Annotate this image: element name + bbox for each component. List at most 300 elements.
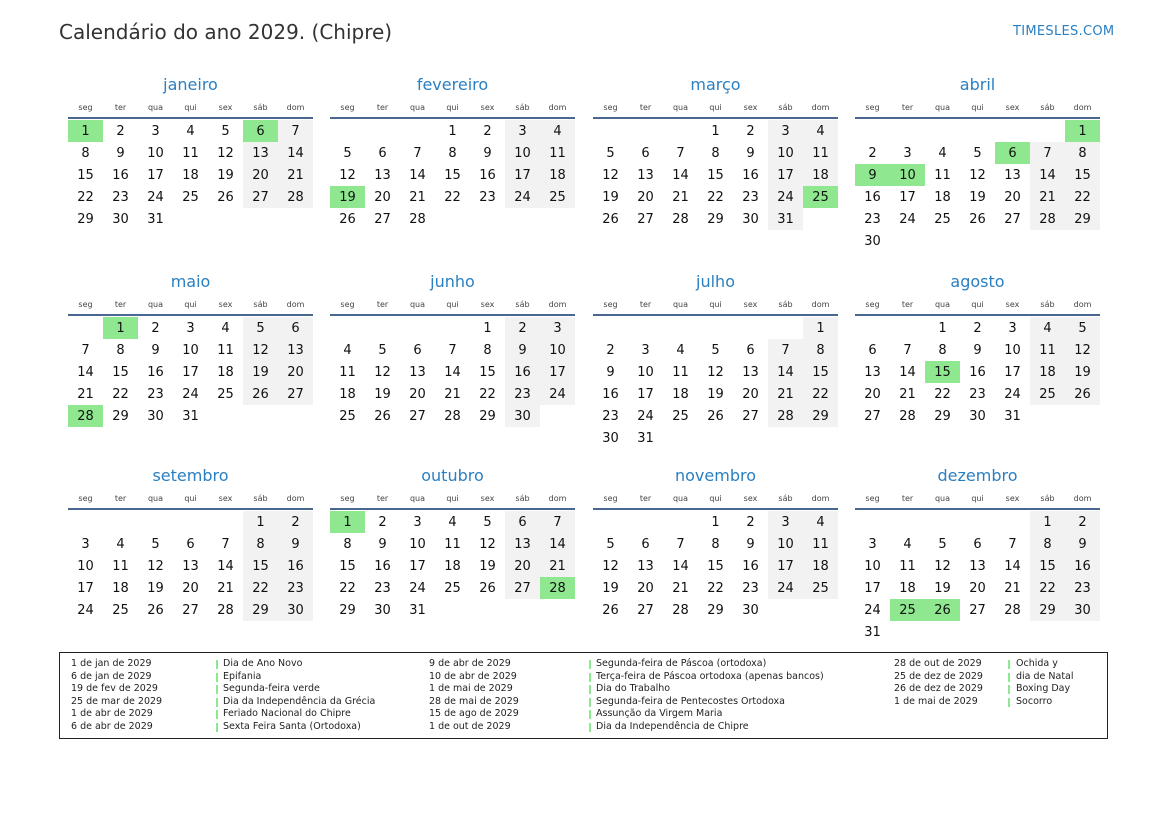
weekday-label: sáb	[1040, 494, 1055, 503]
day-cell: 1	[483, 320, 492, 336]
day-cell: 12	[1065, 339, 1100, 361]
holiday-name: Dia de Ano Novo	[223, 658, 303, 669]
day-cell: 25	[444, 580, 461, 596]
weekday-label: seg	[340, 494, 355, 503]
day-cell: 21	[77, 386, 94, 402]
day-grid	[68, 317, 313, 427]
day-cell: 4	[903, 536, 912, 552]
month-name: setembro	[152, 466, 229, 485]
day-cell: 13	[637, 167, 654, 183]
day-cell: 12	[147, 558, 164, 574]
day-cell: 22	[112, 386, 129, 402]
day-cell: 16	[374, 558, 391, 574]
month-março	[593, 72, 838, 230]
day-cell: 20	[243, 164, 278, 186]
month-julho	[593, 269, 838, 449]
day-cell: 4	[1030, 317, 1065, 339]
day-cell: 7	[1008, 536, 1017, 552]
holiday-date: 26 de dez de 2029	[894, 683, 983, 695]
day-cell: 26	[969, 211, 986, 227]
day-cell: 13	[278, 339, 313, 361]
day-cell: 26	[217, 189, 234, 205]
day-cell: 27	[637, 211, 654, 227]
day-cell: 23	[1065, 577, 1100, 599]
day-cell: 31	[1004, 408, 1021, 424]
weekday-label: dom	[811, 494, 830, 503]
day-cell: 6	[868, 342, 877, 358]
day-cell: 25	[339, 408, 356, 424]
day-cell: 10	[147, 145, 164, 161]
day-cell: 17	[540, 361, 575, 383]
weekday-label: qui	[971, 103, 984, 112]
weekday-header	[593, 98, 838, 119]
weekday-header	[330, 98, 575, 119]
day-cell: 11	[540, 142, 575, 164]
day-cell: 15	[77, 167, 94, 183]
day-cell: 9	[746, 536, 755, 552]
day-cell: 14	[768, 361, 803, 383]
day-cell: 2	[746, 123, 755, 139]
day-cell: 24	[77, 602, 94, 618]
day-cell: 6	[413, 342, 422, 358]
day-cell: 15	[1030, 555, 1065, 577]
day-cell: 14	[77, 364, 94, 380]
weekday-label: seg	[78, 103, 93, 112]
month-outubro	[330, 463, 575, 621]
day-cell: 26	[479, 580, 496, 596]
day-cell: 20	[637, 189, 654, 205]
day-cell: 14	[278, 142, 313, 164]
day-cell: 27	[742, 408, 759, 424]
day-cell: 3	[768, 511, 803, 533]
day-cell: 15	[707, 167, 724, 183]
month-setembro	[68, 463, 313, 621]
weekday-label: ter	[376, 103, 389, 112]
day-cell: 27	[374, 211, 391, 227]
day-cell: 20	[505, 555, 540, 577]
day-cell: 10	[768, 533, 803, 555]
holiday-marker	[589, 710, 591, 719]
day-cell: 16	[147, 364, 164, 380]
day-cell: 6	[641, 145, 650, 161]
empty-cell	[890, 511, 925, 533]
day-cell: 21	[1004, 580, 1021, 596]
day-cell: 24	[182, 386, 199, 402]
weekday-label: sex	[480, 103, 495, 112]
weekday-label: sex	[743, 494, 758, 503]
weekday-header	[68, 98, 313, 119]
day-cell: 8	[803, 339, 838, 361]
holiday-day-cell: 6	[243, 120, 278, 142]
holiday-date: 1 de mai de 2029	[429, 683, 513, 695]
holiday-date: 25 de mar de 2029	[71, 695, 163, 707]
empty-cell	[68, 511, 103, 533]
day-cell: 28	[899, 408, 916, 424]
day-cell: 19	[147, 580, 164, 596]
day-cell: 19	[934, 580, 951, 596]
day-cell: 9	[973, 342, 982, 358]
day-cell: 4	[116, 536, 125, 552]
weekday-label: seg	[78, 300, 93, 309]
empty-cell	[593, 317, 628, 339]
month-dezembro	[855, 463, 1100, 643]
weekday-label: dom	[1073, 103, 1092, 112]
day-cell: 15	[339, 558, 356, 574]
day-cell: 22	[243, 577, 278, 599]
weekday-label: seg	[865, 494, 880, 503]
day-cell: 11	[217, 342, 234, 358]
day-grid	[593, 317, 838, 449]
weekday-label: sex	[218, 300, 233, 309]
day-cell: 25	[540, 186, 575, 208]
weekday-label: seg	[603, 300, 618, 309]
day-cell: 15	[803, 361, 838, 383]
day-cell: 20	[969, 580, 986, 596]
empty-cell	[995, 120, 1030, 142]
day-cell: 18	[540, 164, 575, 186]
month-name: outubro	[421, 466, 484, 485]
day-cell: 30	[147, 408, 164, 424]
day-cell: 24	[409, 580, 426, 596]
day-cell: 29	[803, 405, 838, 427]
weekday-label: sex	[1005, 300, 1020, 309]
holiday-date: 1 de out de 2029	[429, 720, 511, 732]
day-cell: 16	[479, 167, 496, 183]
day-cell: 30	[112, 211, 129, 227]
day-cell: 2	[606, 342, 615, 358]
weekday-label: ter	[901, 103, 914, 112]
holiday-name: Dia da Independência da Grécia	[223, 695, 376, 707]
empty-cell	[855, 511, 890, 533]
weekday-label: sáb	[778, 300, 793, 309]
weekday-label: qua	[934, 300, 951, 309]
day-cell: 29	[339, 602, 356, 618]
weekday-header	[330, 489, 575, 510]
page-title: Calendário do ano 2029. (Chipre)	[59, 20, 393, 44]
day-cell: 27	[505, 577, 540, 599]
empty-cell	[628, 120, 663, 142]
day-cell: 26	[602, 602, 619, 618]
empty-cell	[628, 511, 663, 533]
day-cell: 24	[899, 211, 916, 227]
month-janeiro	[68, 72, 313, 230]
day-cell: 28	[1030, 208, 1065, 230]
day-cell: 3	[768, 120, 803, 142]
weekday-label: qua	[147, 300, 164, 309]
day-cell: 12	[602, 167, 619, 183]
month-name: junho	[430, 272, 475, 291]
month-agosto	[855, 269, 1100, 427]
day-cell: 11	[339, 364, 356, 380]
day-cell: 20	[742, 386, 759, 402]
day-cell: 24	[1004, 386, 1021, 402]
weekday-label: qui	[184, 103, 197, 112]
holiday-date: 1 de mai de 2029	[894, 695, 978, 707]
day-cell: 1	[243, 511, 278, 533]
day-cell: 29	[1065, 208, 1100, 230]
day-cell: 12	[969, 167, 986, 183]
day-grid	[68, 120, 313, 230]
day-cell: 2	[151, 320, 160, 336]
day-cell: 8	[711, 145, 720, 161]
weekday-label: ter	[114, 300, 127, 309]
day-cell: 18	[672, 386, 689, 402]
day-cell: 27	[1004, 211, 1021, 227]
weekday-label: sex	[480, 494, 495, 503]
holiday-day-cell: 15	[925, 361, 960, 383]
day-cell: 1	[803, 317, 838, 339]
empty-cell	[365, 120, 400, 142]
day-cell: 12	[479, 536, 496, 552]
day-grid	[330, 317, 575, 427]
day-cell: 30	[969, 408, 986, 424]
weekday-label: qui	[971, 494, 984, 503]
day-cell: 9	[116, 145, 125, 161]
weekday-header	[855, 98, 1100, 119]
day-cell: 6	[186, 536, 195, 552]
day-cell: 20	[864, 386, 881, 402]
day-cell: 27	[278, 383, 313, 405]
day-cell: 3	[903, 145, 912, 161]
day-cell: 11	[112, 558, 129, 574]
day-cell: 29	[479, 408, 496, 424]
day-cell: 3	[868, 536, 877, 552]
day-cell: 18	[899, 580, 916, 596]
empty-cell	[628, 317, 663, 339]
day-cell: 3	[81, 536, 90, 552]
day-cell: 10	[505, 142, 540, 164]
day-cell: 3	[413, 514, 422, 530]
day-cell: 24	[505, 186, 540, 208]
empty-cell	[663, 120, 698, 142]
month-abril	[855, 72, 1100, 252]
day-cell: 20	[1004, 189, 1021, 205]
holiday-day-cell: 19	[330, 186, 365, 208]
day-cell: 10	[182, 342, 199, 358]
month-name: março	[690, 75, 741, 94]
day-cell: 23	[147, 386, 164, 402]
month-maio	[68, 269, 313, 427]
day-cell: 13	[742, 364, 759, 380]
day-cell: 22	[803, 383, 838, 405]
weekday-label: sáb	[253, 103, 268, 112]
weekday-label: sáb	[1040, 300, 1055, 309]
day-cell: 9	[606, 364, 615, 380]
day-cell: 7	[81, 342, 90, 358]
weekday-label: seg	[603, 494, 618, 503]
day-grid	[855, 120, 1100, 252]
day-cell: 24	[637, 408, 654, 424]
day-cell: 27	[637, 602, 654, 618]
day-cell: 18	[934, 189, 951, 205]
weekday-label: qui	[184, 494, 197, 503]
day-cell: 25	[1030, 383, 1065, 405]
weekday-label: sáb	[253, 300, 268, 309]
weekday-header	[68, 489, 313, 510]
weekday-header	[855, 295, 1100, 316]
weekday-header	[593, 489, 838, 510]
day-cell: 30	[602, 430, 619, 446]
day-cell: 16	[505, 361, 540, 383]
day-cell: 27	[969, 602, 986, 618]
weekday-label: qui	[709, 300, 722, 309]
day-cell: 15	[243, 555, 278, 577]
day-cell: 6	[505, 511, 540, 533]
day-cell: 30	[278, 599, 313, 621]
day-cell: 26	[1065, 383, 1100, 405]
holiday-date: 19 de fev de 2029	[71, 683, 158, 695]
brand-link[interactable]: TIMESLES.COM	[1013, 24, 1115, 39]
weekday-label: dom	[1073, 300, 1092, 309]
weekday-label: sex	[480, 300, 495, 309]
day-cell: 9	[1065, 533, 1100, 555]
day-cell: 22	[707, 189, 724, 205]
weekday-label: qua	[934, 103, 951, 112]
day-cell: 11	[1030, 339, 1065, 361]
day-cell: 25	[112, 602, 129, 618]
day-cell: 5	[483, 514, 492, 530]
day-cell: 14	[540, 533, 575, 555]
day-cell: 17	[182, 364, 199, 380]
day-cell: 19	[602, 189, 619, 205]
weekday-label: sáb	[515, 494, 530, 503]
day-cell: 21	[217, 580, 234, 596]
day-cell: 19	[374, 386, 391, 402]
holiday-marker	[1008, 673, 1010, 682]
empty-cell	[733, 317, 768, 339]
empty-cell	[400, 120, 435, 142]
day-cell: 1	[938, 320, 947, 336]
day-cell: 8	[116, 342, 125, 358]
empty-cell	[663, 511, 698, 533]
holiday-name: Segunda-feira verde	[223, 683, 320, 695]
weekday-label: sáb	[515, 103, 530, 112]
day-cell: 11	[934, 167, 951, 183]
day-cell: 12	[339, 167, 356, 183]
day-cell: 28	[444, 408, 461, 424]
day-cell: 21	[899, 386, 916, 402]
month-name: maio	[170, 272, 211, 291]
holiday-marker	[1008, 660, 1010, 669]
empty-cell	[698, 317, 733, 339]
weekday-label: ter	[639, 300, 652, 309]
holiday-date: 1 de jan de 2029	[71, 658, 152, 669]
weekday-label: sex	[743, 103, 758, 112]
day-cell: 8	[483, 342, 492, 358]
weekday-label: dom	[1073, 494, 1092, 503]
holiday-date: 6 de jan de 2029	[71, 670, 152, 682]
weekday-label: qui	[446, 103, 459, 112]
month-name: abril	[959, 75, 996, 94]
weekday-label: qua	[147, 103, 164, 112]
day-cell: 26	[707, 408, 724, 424]
weekday-label: qua	[147, 494, 164, 503]
day-cell: 31	[182, 408, 199, 424]
holiday-marker	[589, 673, 591, 682]
day-cell: 19	[243, 361, 278, 383]
day-cell: 5	[151, 536, 160, 552]
day-cell: 27	[864, 408, 881, 424]
weekday-label: dom	[548, 494, 567, 503]
day-cell: 21	[672, 189, 689, 205]
holiday-day-cell: 1	[103, 317, 138, 339]
day-cell: 17	[505, 164, 540, 186]
holiday-name: Dia da Independência de Chipre	[596, 720, 749, 732]
day-cell: 5	[221, 123, 230, 139]
month-name: dezembro	[937, 466, 1018, 485]
day-cell: 8	[711, 536, 720, 552]
day-cell: 7	[540, 511, 575, 533]
day-cell: 9	[378, 536, 387, 552]
holiday-date: 9 de abr de 2029	[429, 658, 511, 669]
day-cell: 23	[278, 577, 313, 599]
day-cell: 18	[217, 364, 234, 380]
weekday-label: ter	[639, 494, 652, 503]
day-cell: 29	[707, 602, 724, 618]
day-cell: 5	[973, 145, 982, 161]
weekday-label: sex	[218, 103, 233, 112]
day-cell: 9	[278, 533, 313, 555]
day-cell: 3	[151, 123, 160, 139]
day-cell: 7	[448, 342, 457, 358]
day-cell: 3	[641, 342, 650, 358]
day-cell: 11	[182, 145, 199, 161]
empty-cell	[890, 317, 925, 339]
weekday-label: dom	[286, 103, 305, 112]
day-cell: 5	[606, 536, 615, 552]
empty-cell	[435, 317, 470, 339]
empty-cell	[855, 317, 890, 339]
day-cell: 7	[278, 120, 313, 142]
weekday-label: dom	[286, 494, 305, 503]
holiday-date: 28 de mai de 2029	[429, 695, 519, 707]
day-cell: 16	[112, 167, 129, 183]
day-cell: 3	[1008, 320, 1017, 336]
day-cell: 28	[768, 405, 803, 427]
day-cell: 17	[637, 386, 654, 402]
day-cell: 31	[864, 624, 881, 640]
day-cell: 13	[1004, 167, 1021, 183]
day-cell: 30	[505, 405, 540, 427]
day-cell: 10	[768, 142, 803, 164]
day-cell: 1	[448, 123, 457, 139]
day-cell: 16	[742, 558, 759, 574]
weekday-label: qui	[446, 494, 459, 503]
day-cell: 13	[969, 558, 986, 574]
weekday-label: ter	[114, 103, 127, 112]
weekday-label: ter	[901, 300, 914, 309]
day-cell: 4	[676, 342, 685, 358]
holiday-name: Terça-feira de Páscoa ortodoxa (apenas bancos)	[596, 670, 824, 682]
day-cell: 10	[77, 558, 94, 574]
day-cell: 4	[938, 145, 947, 161]
holiday-marker	[589, 685, 591, 694]
day-cell: 26	[147, 602, 164, 618]
day-cell: 9	[483, 145, 492, 161]
holiday-day-cell: 25	[803, 186, 838, 208]
day-cell: 2	[378, 514, 387, 530]
empty-cell	[663, 317, 698, 339]
weekday-label: seg	[603, 103, 618, 112]
day-cell: 5	[1065, 317, 1100, 339]
empty-cell	[138, 511, 173, 533]
weekday-label: qui	[709, 103, 722, 112]
day-cell: 22	[444, 189, 461, 205]
empty-cell	[593, 511, 628, 533]
day-cell: 22	[77, 189, 94, 205]
month-novembro	[593, 463, 838, 621]
day-cell: 7	[768, 339, 803, 361]
